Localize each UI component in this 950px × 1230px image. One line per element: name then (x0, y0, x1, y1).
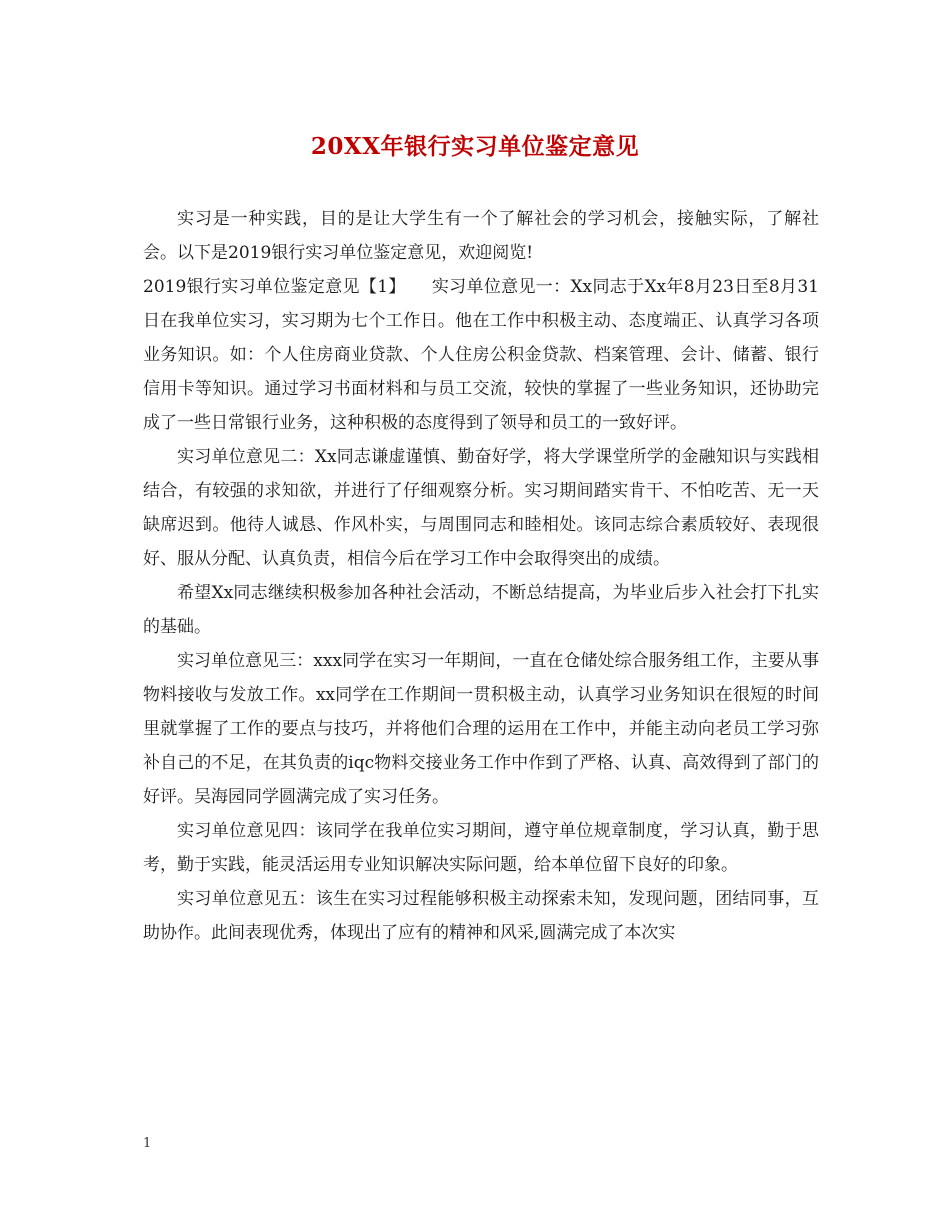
document-title: 20XX年银行实习单位鉴定意见 (310, 133, 640, 160)
paragraph-opinion-two: 实习单位意见二：Xx同志谦虚谨慎、勤奋好学，将大学课堂所学的金融知识与实践相结合，有较强的求知欲，并进行了仔细观察分析。实习期间踏实肯干、不怕吃苦、无一天缺席迟到。他待人诚恳、作风朴实，与周围同志和睦相处。该同志综合素质较好、表现很好、服从分配、认真负责，相信今后在学习工作中会取得突出的成绩。 (143, 447, 819, 569)
page-number: 1 (143, 1136, 152, 1151)
paragraph-opinion-four: 实习单位意见四：该同学在我单位实习期间，遵守单位规章制度，学习认真，勤于思考，勤于实践，能灵活运用专业知识解决实际问题，给本单位留下良好的印象。 (143, 821, 819, 875)
document-body (143, 202, 819, 950)
paragraph-intro: 实习是一种实践，目的是让大学生有一个了解社会的学习机会，接触实际，了解社会。以下是2019银行实习单位鉴定意见，欢迎阅览! (143, 209, 819, 263)
paragraph-opinion-one: 2019银行实习单位鉴定意见【1】 实习单位意见一：Xx同志于Xx年8月23日至8月31日在我单位实习，实习期为七个工作日。他在工作中积极主动、态度端正、认真学习各项业务知识。如：个人住房商业贷款、个人住房公积金贷款、档案管理、会计、储蓄、银行信用卡等知识。通过学习书面材料和与员工交流，较快的掌握了一些业务知识，还协助完成了一些日常银行业务，这种积极的态度得到了领导和员工的一致好评。 (143, 277, 819, 433)
paragraph-opinion-five: 实习单位意见五：该生在实习过程能够积极主动探索未知，发现问题，团结同事，互助协作。此间表现优秀，体现出了应有的精神和风采,圆满完成了本次实 (143, 889, 819, 943)
paragraph-opinion-three: 实习单位意见三：xxx同学在实习一年期间，一直在仓储处综合服务组工作，主要从事物料接收与发放工作。xx同学在工作期间一贯积极主动，认真学习业务知识在很短的时间里就掌握了工作的要点与技巧，并将他们合理的运用在工作中，并能主动向老员工学习弥补自己的不足，在其负责的iqc物料交接业务工作中作到了严格、认真、高效得到了部门的好评。吴海园同学圆满完成了实习任务。 (143, 651, 819, 807)
paragraph-hope: 希望Xx同志继续积极参加各种社会活动，不断总结提高，为毕业后步入社会打下扎实的基础。 (143, 583, 819, 637)
